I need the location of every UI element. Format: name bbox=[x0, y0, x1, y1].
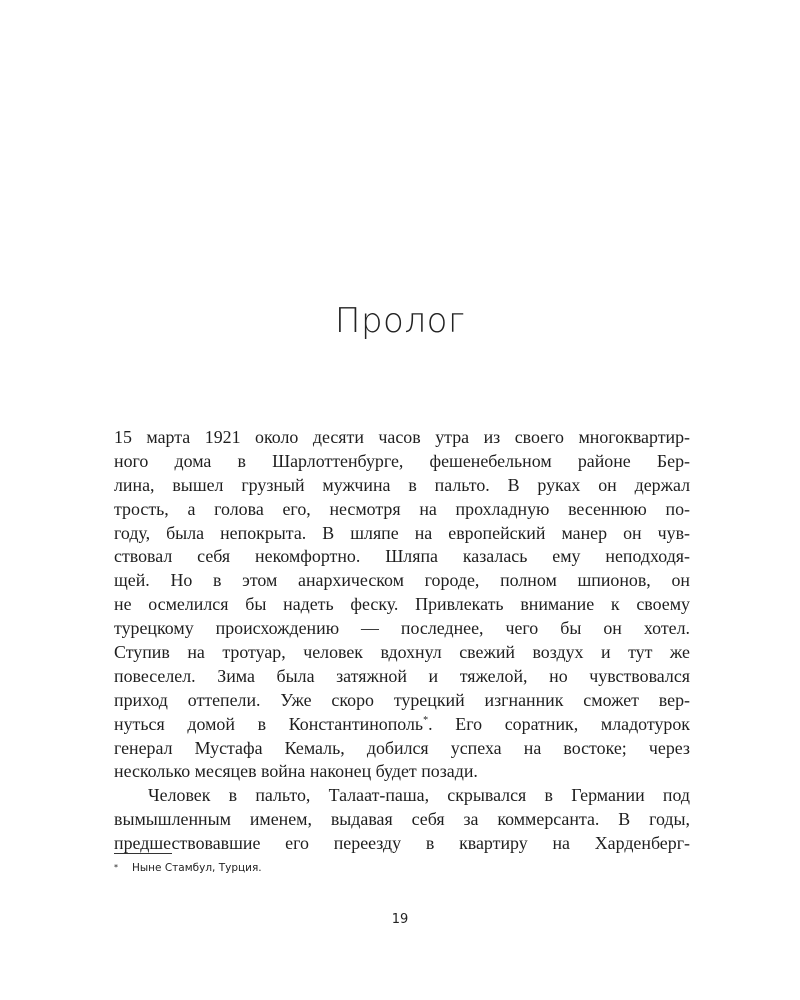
text-line: вымышленным именем, выдавая себя за коммерсанта. В годы, bbox=[114, 809, 690, 830]
text-line: Ступив на тротуар, человек вдохнул свежий воздух и тут же bbox=[114, 642, 690, 663]
text-line-paragraph-start: Человек в пальто, Талаат-паша, скрывался в Германии под bbox=[148, 785, 690, 806]
footnote-text: Ныне Стамбул, Турция. bbox=[132, 862, 262, 874]
text-line: турецкому происхождению — последнее, чего бы он хотел. bbox=[114, 618, 690, 639]
footnote bbox=[114, 860, 262, 876]
text-line: 15 марта 1921 около десяти часов утра из своего многоквартир- bbox=[114, 427, 690, 447]
text-line: генерал Мустафа Кемаль, добился успеха на востоке; через bbox=[114, 737, 690, 758]
body-text bbox=[114, 426, 690, 856]
footnote-mark: * bbox=[114, 863, 118, 872]
text-line: году, была непокрыта. В шляпе на европейский манер он чув- bbox=[114, 522, 690, 543]
text-line: ного дома в Шарлоттенбурге, фешенебельном районе Бер- bbox=[114, 450, 690, 471]
text-line: предшествовавшие его переезду в квартиру на Харденберг- bbox=[114, 833, 690, 854]
text-line: не осмелился бы надеть феску. Привлекать внимание к своему bbox=[114, 594, 690, 615]
text-line: лина, вышел грузный мужчина в пальто. В руках он держал bbox=[114, 474, 690, 495]
text-line: ствовал себя некомфортно. Шляпа казалась ему неподходя- bbox=[114, 546, 690, 567]
footnote-reference: * bbox=[423, 714, 429, 726]
text-line: щей. Но в этом анархическом городе, полном шпионов, он bbox=[114, 570, 690, 591]
page-number: 19 bbox=[391, 912, 409, 927]
text-segment: . Его соратник, младотурок bbox=[428, 713, 690, 734]
text-line: трость, а голова его, несмотря на прохладную весеннюю по- bbox=[114, 498, 690, 519]
text-line-with-footnote bbox=[114, 713, 690, 737]
text-line: повеселел. Зима была затяжной и тяжелой, но чувствовался bbox=[114, 665, 690, 686]
text-segment: нуться домой в Константинополь bbox=[114, 713, 424, 734]
chapter-title: Пролог bbox=[334, 300, 466, 341]
text-line-paragraph-end: несколько месяцев война наконец будет позади. bbox=[114, 761, 478, 782]
footnote-divider bbox=[114, 853, 172, 854]
text-line: приход оттепели. Уже скоро турецкий изгнанник сможет вер- bbox=[114, 689, 690, 710]
